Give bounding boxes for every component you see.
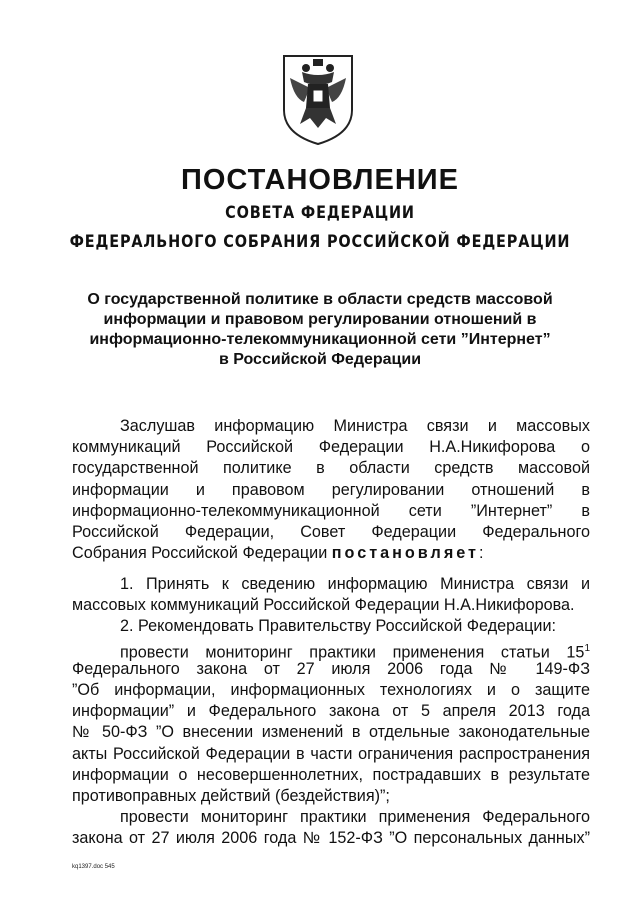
point1-line: массовых коммуникаций Российской Федерации Н.А.Никифорова. (72, 596, 575, 615)
subject-line: в Российской Федерации (218, 351, 422, 368)
subject-line: О государственной политике в области средств массовой (87, 291, 553, 308)
point2-item1-line: информации о несовершеннолетних, пострадавших в результате (72, 765, 590, 784)
preamble-line: Российской Федерации, Совет Федерации Федерального (72, 522, 590, 541)
preamble-line: Собрания Российской Федерации (72, 544, 328, 563)
subject-line: информационно-телекоммуникационной сети ”Интернет” (89, 331, 551, 348)
preamble-line: Заслушав информацию Министра связи и массовых (120, 417, 590, 435)
point2-item1-line: акты Российской Федерации в части ограничения распространения (72, 744, 590, 763)
point2-item1-first-line (72, 638, 590, 659)
point2-item2-line: провести мониторинг практики применения Федерального (120, 808, 590, 827)
preamble-last-line (72, 543, 590, 564)
point2-item1-line: противоправных действий (бездействия)”; (72, 786, 390, 805)
decree-colon: : (478, 544, 484, 563)
document-title: ПОСТАНОВЛЕНИЕ (181, 164, 459, 196)
point2-item1-line: информации” и Федерального закона от 5 апреля 2013 года (72, 702, 590, 721)
superscript: 1 (584, 642, 590, 654)
point2-item1-start: провести мониторинг практики применения статьи 15 (120, 642, 585, 661)
preamble-paragraph (72, 416, 590, 564)
point2-item1-line: № 50-ФЗ ”О внесении изменений в отдельные законодательные (72, 723, 590, 742)
point1-line: 1. Принять к сведению информацию Министра связи и (120, 575, 590, 593)
resolution-points (72, 574, 590, 849)
point2-line: 2. Рекомендовать Правительству Российской Федерации: (120, 617, 557, 636)
footer-file-code: kq1397.doc 545 (72, 864, 115, 870)
point2-item1-line: Федерального закона от 27 июля 2006 года № 149-ФЗ (72, 659, 590, 678)
preamble-line: государственной политике в области средств массовой (72, 459, 590, 478)
subject-line: информации и правовом регулировании отношений в (103, 311, 537, 328)
resolution-subject (60, 290, 580, 370)
coat-of-arms-emblem (280, 48, 356, 146)
preamble-line: информационно-телекоммуникационной сети ”Интернет” в (72, 501, 590, 520)
issuer-line-2: ФЕДЕРАЛЬНОГО СОБРАНИЯ РОССИЙСКОЙ ФЕДЕРАЦИИ (69, 232, 571, 252)
preamble-line: коммуникаций Российской Федерации Н.А.Никифорова о (72, 438, 590, 457)
point2-item2-line: закона от 27 июля 2006 года № 152-ФЗ ”О персональных данных” (72, 829, 590, 848)
issuer-line-1: СОВЕТА ФЕДЕРАЦИИ (225, 203, 415, 223)
double-headed-eagle-icon (280, 48, 356, 146)
decree-word: постановляет (331, 544, 479, 563)
point2-item1-line: ”Об информации, информационных технологиях и о защите (72, 680, 590, 699)
preamble-line: информации и правовом регулировании отношений в (72, 480, 590, 499)
